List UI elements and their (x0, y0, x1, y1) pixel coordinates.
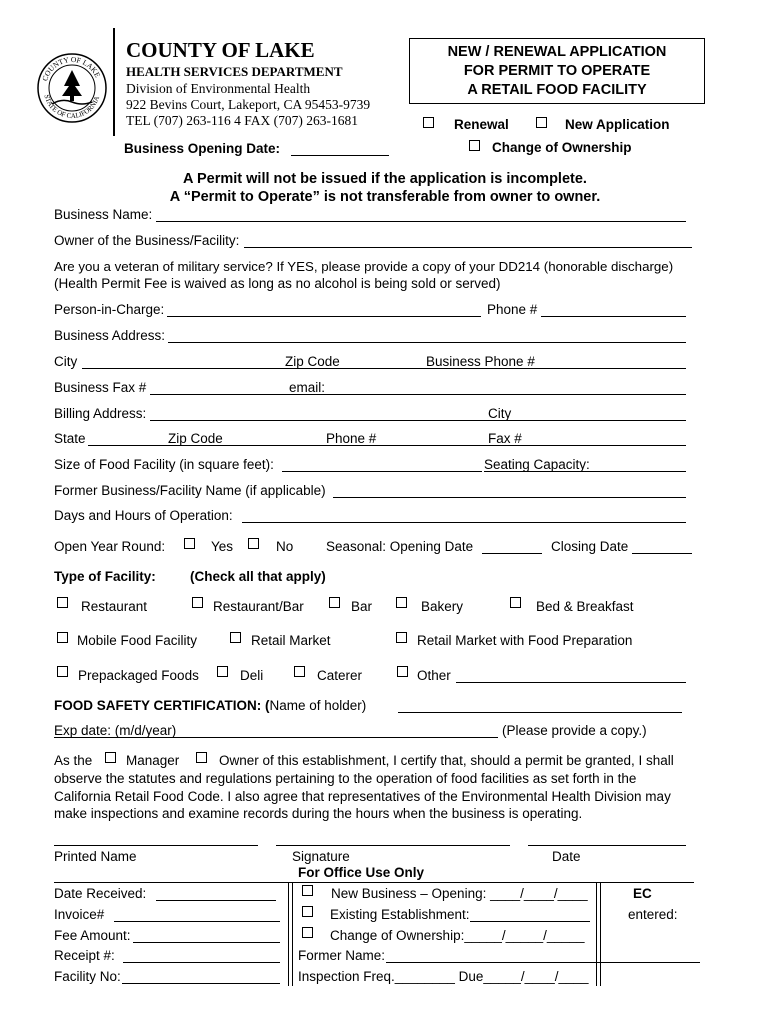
billing-address-input[interactable] (150, 420, 686, 421)
mobile-food-checkbox[interactable] (57, 632, 68, 643)
new-application-label: New Application (565, 117, 670, 132)
zip-label: Zip Code (285, 354, 340, 369)
opening-date-label: Business Opening Date: (124, 141, 281, 156)
prepackaged-label: Prepackaged Foods (78, 668, 199, 683)
manager-checkbox[interactable] (105, 752, 116, 763)
restaurant-bar-checkbox[interactable] (192, 597, 203, 608)
bakery-label: Bakery (421, 599, 464, 614)
bnb-checkbox[interactable] (510, 597, 521, 608)
retail-prep-checkbox[interactable] (396, 632, 407, 643)
invoice-input[interactable] (114, 921, 280, 922)
date-label: Date (552, 849, 581, 864)
business-address-input[interactable] (168, 342, 686, 343)
fee-amount-input[interactable] (133, 942, 280, 943)
billing-fax-label: Fax # (488, 431, 522, 446)
former-name-label: Former Business/Facility Name (if applicable) (54, 483, 326, 498)
app-title-line1: NEW / RENEWAL APPLICATION (447, 44, 667, 60)
office-inspection-label: Inspection Freq.________ Due_____/____/____ (298, 969, 589, 984)
deli-label: Deli (240, 668, 264, 683)
email-label: email: (289, 380, 326, 395)
provide-copy-label: (Please provide a copy.) (502, 723, 647, 738)
change-ownership-label: Change of Ownership (492, 140, 632, 155)
date-received-label: Date Received: (54, 886, 147, 901)
caterer-label: Caterer (317, 668, 363, 683)
person-in-charge-label: Person-in-Charge: (54, 302, 165, 317)
notice-line2: A “Permit to Operate” is not transferable from owner to owner. (169, 189, 601, 205)
seasonal-opening-input[interactable] (482, 553, 542, 554)
date-line[interactable] (528, 845, 686, 846)
bar-label: Bar (351, 599, 373, 614)
restaurant-bar-label: Restaurant/Bar (213, 599, 304, 614)
office-former-name-input[interactable] (386, 962, 700, 963)
closing-date-label: Closing Date (551, 539, 629, 554)
facility-size-input[interactable] (282, 471, 482, 472)
address: 922 Bevins Court, Lakeport, CA 95453-9739 (126, 97, 371, 112)
cert-label-bold: FOOD SAFETY CERTIFICATION: ( (54, 698, 270, 713)
business-name-input[interactable] (156, 221, 686, 222)
person-in-charge-input[interactable] (167, 316, 481, 317)
billing-zip-label: Zip Code (168, 431, 223, 446)
dept-name: HEALTH SERVICES DEPARTMENT (126, 64, 343, 79)
pic-phone-label: Phone # (487, 302, 538, 317)
seal-bottom-text: STATE OF CALIFORNIA (42, 93, 102, 121)
office-existing-label: Existing Establishment: (330, 907, 470, 922)
open-year-round-label: Open Year Round: (54, 539, 166, 554)
facility-no-input[interactable] (122, 983, 280, 984)
office-existing-input[interactable] (470, 921, 590, 922)
office-existing-checkbox[interactable] (302, 906, 313, 917)
city-input[interactable] (82, 368, 686, 369)
ec-label: EC (633, 886, 652, 901)
days-hours-input[interactable] (242, 522, 686, 523)
cert-label-rest: Name of holder) (269, 698, 367, 713)
veteran-note: (Health Permit Fee is waived as long as no alcohol is being sold or served) (54, 276, 501, 291)
caterer-checkbox[interactable] (294, 666, 305, 677)
office-new-business-checkbox[interactable] (302, 885, 313, 896)
business-phone-label: Business Phone # (426, 354, 535, 369)
restaurant-checkbox[interactable] (57, 597, 68, 608)
billing-phone-label: Phone # (326, 431, 377, 446)
attest-line1: Owner of this establishment, I certify that, should a permit be granted, I shall (219, 753, 674, 768)
county-seal (36, 52, 108, 124)
office-use-title: For Office Use Only (298, 865, 425, 880)
attest-line2: observe the statutes and regulations pertaining to the operation of food facilities as set forth in the (54, 771, 637, 786)
seating-capacity-label: Seating Capacity: (484, 457, 590, 472)
receipt-input[interactable] (123, 962, 280, 963)
seating-capacity-input[interactable] (484, 471, 686, 472)
deli-checkbox[interactable] (217, 666, 228, 677)
owner-checkbox[interactable] (196, 752, 207, 763)
closing-date-input[interactable] (632, 553, 692, 554)
days-hours-label: Days and Hours of Operation: (54, 508, 233, 523)
attest-line3: California Retail Food Code. I also agree that representatives of the Environmental Health Division may (54, 789, 671, 804)
pic-phone-input[interactable] (541, 316, 686, 317)
retail-prep-label: Retail Market with Food Preparation (417, 633, 633, 648)
office-divider-top (54, 882, 694, 883)
city-label: City (54, 354, 78, 369)
office-vline-3 (596, 882, 597, 986)
business-fax-input[interactable] (150, 394, 686, 395)
renewal-checkbox[interactable] (423, 117, 434, 128)
division-name: Division of Environmental Health (126, 81, 311, 96)
facility-type-heading: Type of Facility: (54, 569, 156, 584)
notice-line1: A Permit will not be issued if the application is incomplete. (183, 171, 587, 187)
office-new-business-label: New Business – Opening: ____/____/____ (331, 886, 588, 901)
facility-size-label: Size of Food Facility (in square feet): (54, 457, 274, 472)
business-name-label: Business Name: (54, 207, 153, 222)
office-vline-1 (288, 882, 289, 986)
invoice-label: Invoice# (54, 907, 105, 922)
mobile-food-label: Mobile Food Facility (77, 633, 198, 648)
other-input[interactable] (456, 682, 686, 683)
state-label: State (54, 431, 86, 446)
other-checkbox[interactable] (397, 666, 408, 677)
business-address-label: Business Address: (54, 328, 166, 343)
other-label: Other (417, 668, 451, 683)
owner-input[interactable] (244, 247, 692, 248)
cert-label (54, 698, 366, 713)
exp-date-label: Exp date: (m/d/year) (54, 723, 177, 738)
renewal-label: Renewal (454, 117, 509, 132)
retail-market-checkbox[interactable] (230, 632, 241, 643)
county-title: COUNTY OF LAKE (126, 38, 315, 62)
app-title-line3: A RETAIL FOOD FACILITY (467, 82, 647, 98)
phone-fax: TEL (707) 263-116 4 FAX (707) 263-1681 (126, 113, 358, 128)
check-all-label: (Check all that apply) (190, 569, 326, 584)
office-change-checkbox[interactable] (302, 927, 313, 938)
business-fax-label: Business Fax # (54, 380, 147, 395)
entered-label: entered: (628, 907, 678, 922)
owner-label: Owner of the Business/Facility: (54, 233, 240, 248)
printed-name-line[interactable] (54, 845, 258, 846)
exp-date-input[interactable] (54, 737, 498, 738)
seasonal-opening-label: Seasonal: Opening Date (326, 539, 474, 554)
facility-no-label: Facility No: (54, 969, 121, 984)
year-round-no-label: No (276, 539, 294, 554)
office-vline-2 (292, 882, 293, 986)
year-round-no-checkbox[interactable] (248, 538, 259, 549)
billing-address-label: Billing Address: (54, 406, 147, 421)
receipt-label: Receipt #: (54, 948, 115, 963)
office-vline-4 (600, 882, 601, 986)
cert-holder-input[interactable] (398, 712, 682, 713)
retail-market-label: Retail Market (251, 633, 331, 648)
header-divider (113, 28, 115, 136)
date-received-input[interactable] (156, 900, 276, 901)
prepackaged-checkbox[interactable] (57, 666, 68, 677)
bakery-checkbox[interactable] (396, 597, 407, 608)
billing-city-label: City (488, 406, 512, 421)
manager-label: Manager (126, 753, 180, 768)
restaurant-label: Restaurant (81, 599, 148, 614)
new-application-checkbox[interactable] (536, 117, 547, 128)
bnb-label: Bed & Breakfast (536, 599, 634, 614)
signature-line[interactable] (276, 845, 510, 846)
veteran-question: Are you a veteran of military service? If YES, please provide a copy of your DD214 (honorable discharge) (54, 259, 674, 274)
opening-date-input[interactable] (291, 155, 389, 156)
bar-checkbox[interactable] (329, 597, 340, 608)
as-the-label: As the (54, 753, 93, 768)
application-title-box (409, 38, 705, 104)
signature-label: Signature (292, 849, 350, 864)
change-ownership-checkbox[interactable] (469, 140, 480, 151)
printed-name-label: Printed Name (54, 849, 137, 864)
office-change-label: Change of Ownership:_____/_____/_____ (330, 928, 585, 943)
office-former-name-label: Former Name: (298, 948, 386, 963)
former-name-input[interactable] (333, 497, 686, 498)
seal-top-text: COUNTY OF LAKE (40, 54, 103, 83)
attest-line4: make inspections and examine records during the hours when the business is operating. (54, 806, 583, 821)
year-round-yes-label: Yes (211, 539, 234, 554)
year-round-yes-checkbox[interactable] (184, 538, 195, 549)
app-title-line2: FOR PERMIT TO OPERATE (463, 63, 651, 79)
fee-amount-label: Fee Amount: (54, 928, 131, 943)
